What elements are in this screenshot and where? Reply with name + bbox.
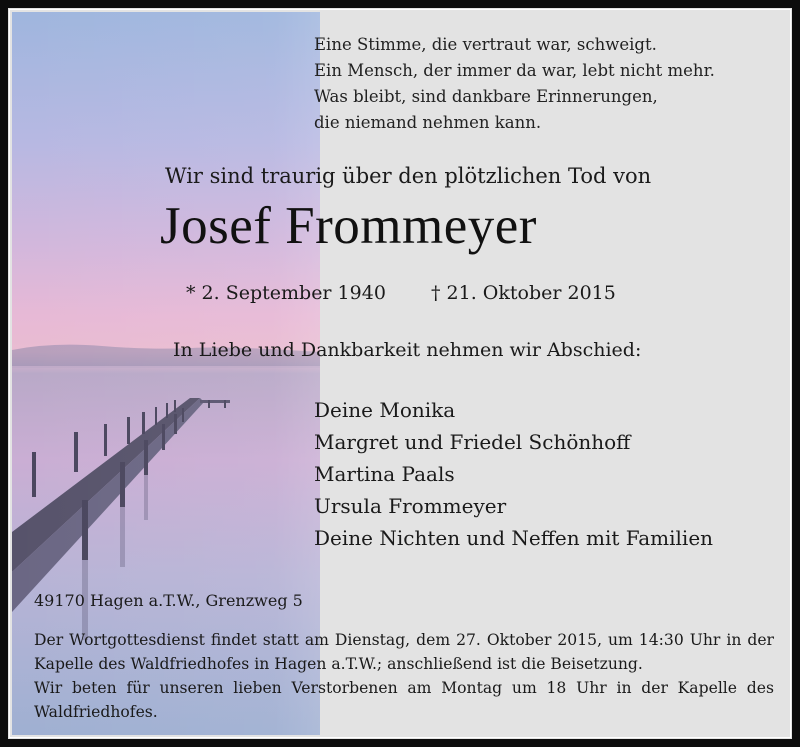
mourners-list [314,394,713,554]
poem-line: die niemand nehmen kann. [314,113,542,132]
family-address: 49170 Hagen a.T.W., Grenzweg 5 [34,591,303,610]
service-line: Der Wortgottesdienst findet statt am Dienstag, dem 27. Oktober 2015, um 14:30 Uhr in der [34,631,774,649]
mourner-item: Deine Nichten und Neffen mit Familien [314,526,714,550]
mourner-item: Ursula Frommeyer [314,494,507,518]
mourner-item: Margret und Friedel Schönhoff [314,430,631,454]
death-date: † 21. Oktober 2015 [431,282,616,304]
poem-line: Ein Mensch, der immer da war, lebt nicht mehr. [314,61,715,80]
service-line: Wir beten für unseren lieben Verstorbenen am Montag um 18 Uhr in der Kapelle des [34,679,774,697]
poem-line: Was bleibt, sind dankbare Erinnerungen, [314,87,658,106]
service-line: Kapelle des Waldfriedhofes in Hagen a.T.W.; anschließend ist die Beisetzung. [34,655,643,673]
birth-date: * 2. September 1940 [186,282,386,304]
mourner-item: Martina Paals [314,462,455,486]
farewell-text: In Liebe und Dankbarkeit nehmen wir Abschied: [173,339,642,361]
mourner-item: Deine Monika [314,398,456,422]
deceased-name: Josef Frommeyer [160,197,537,255]
poem-line: Eine Stimme, die vertraut war, schweigt. [314,35,657,54]
service-line: Waldfriedhofes. [34,703,158,721]
jetty-lake-sunset-photo [12,12,320,735]
service-announcement [34,628,774,724]
poem [314,32,715,136]
lead-text: Wir sind traurig über den plötzlichen Tod von [165,164,652,188]
